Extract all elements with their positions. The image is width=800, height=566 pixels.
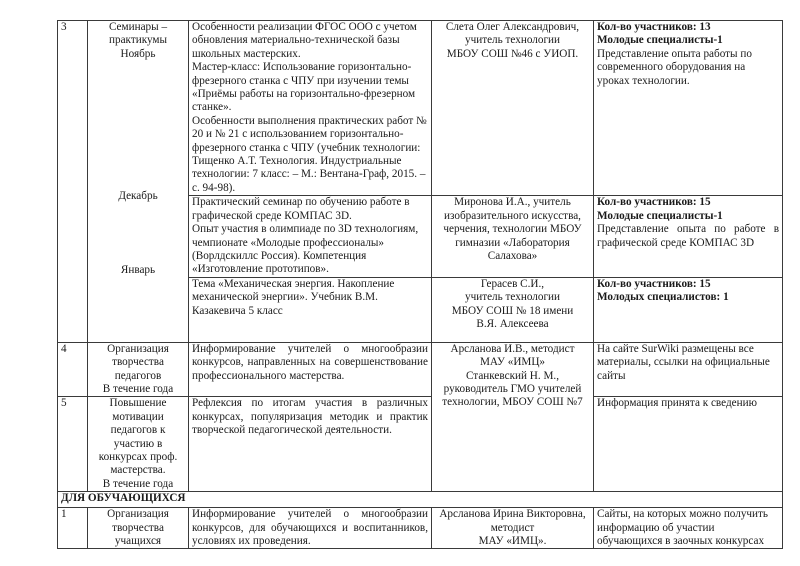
section-header-row: [58, 492, 783, 508]
responsible-line: Миронова И.А., учитель: [454, 196, 571, 209]
event-cell: [88, 342, 189, 397]
responsible-november: [432, 21, 594, 196]
responsible-line: МАУ «ИМЦ»: [479, 356, 546, 369]
participants-count: Кол-во участников: 13: [597, 21, 711, 33]
event-line: мастерства.: [110, 464, 166, 477]
month-november: Ноябрь: [120, 47, 156, 60]
responsible-line: учитель технологии: [464, 291, 561, 304]
content-cell: Информирование учителей о многообразии конкурсов, для обучающихся и воспитанников, условиях их проведения.: [189, 508, 432, 549]
young-specialists-count: Молодые специалисты-1: [597, 34, 723, 47]
month-december: Декабрь: [118, 190, 158, 202]
event-november: [88, 21, 188, 185]
event-line: Организация: [107, 508, 169, 521]
event-line: педагогов к: [110, 424, 166, 437]
table-row-students-1: [58, 508, 783, 549]
event-december: [88, 185, 188, 260]
event-line: творчества: [112, 521, 164, 534]
result-january: [594, 277, 783, 342]
responsible-line: Слета Олег Александрович,: [445, 21, 580, 33]
responsible-line: изобразительного искусства,: [444, 209, 581, 222]
event-line: учащихся: [114, 535, 162, 547]
young-specialists-count: Молодые специалисты-1: [597, 209, 723, 222]
responsible-january: [432, 277, 594, 342]
event-line: конкурсах проф.: [98, 450, 178, 463]
responsible-line: технологии, МБОУ СОШ №7: [442, 396, 583, 409]
responsible-cell-rows-4-5: [432, 342, 594, 491]
event-line: практикумы: [108, 34, 168, 47]
content-december: [189, 196, 432, 277]
event-line: Повышение: [109, 397, 167, 410]
content-paragraph: Особенности реализации ФГОС ООО с учетом обновления материально-технической базы школьных мастерских.: [192, 21, 417, 60]
participants-count: Кол-во участников: 15: [597, 196, 711, 209]
event-line: мотивации: [112, 410, 164, 423]
content-paragraph: Особенности выполнения практических работ № 20 и № 21 с использованием горизонтально-фрезерного станка с ЧПУ (учебник технологии: Тищенко А.Т. Технология. Индустриальные технологии: 7 класс: – М.: Вентана-Граф, 2015. – с. 94-98).: [192, 114, 427, 194]
event-line: педагогов: [114, 369, 162, 382]
responsible-line: МАУ «ИМЦ».: [478, 535, 547, 547]
responsible-december: [432, 196, 594, 277]
responsible-line: Герасев С.И.,: [480, 277, 545, 290]
result-cell: Информация принята к сведению: [594, 397, 783, 492]
responsible-line: гимназии «Лаборатория: [455, 236, 570, 249]
table-row-5: [58, 397, 783, 492]
content-cell: Рефлексия по итогам участия в различных конкурсах, популяризация методик и практик творческой педагогической деятельности.: [189, 397, 432, 492]
event-line: творчества: [112, 356, 164, 369]
responsible-line: руководитель ГМО учителей: [443, 382, 582, 395]
content-paragraph: Мастер-класс: Использование горизонтально-фрезерного станка с ЧПУ при изучении темы «Приёмы работы на горизонтально-фрезерном станке».: [192, 61, 416, 114]
responsible-line: методист: [490, 521, 535, 534]
responsible-line: Арсланова И.В., методист: [450, 342, 575, 355]
event-period: В течение года: [102, 382, 174, 395]
result-november: [594, 21, 783, 196]
event-january: [88, 260, 188, 325]
row-number: 3: [58, 21, 88, 343]
responsible-line: МБОУ СОШ № 18 имени: [451, 304, 574, 317]
event-line: Семинары –: [108, 21, 168, 33]
responsible-line: В.Я. Алексеева: [476, 317, 549, 330]
responsible-line: Станкевский Н. М.,: [465, 369, 560, 382]
content-paragraph: Опыт участия в олимпиаде по 3D технологиям, чемпионате «Молодые профессионалы» (Ворлдскиллс Россия). Компетенция «Изготовление прототипов».: [192, 223, 419, 276]
row-number: 5: [58, 397, 88, 492]
responsible-line: учитель технологии: [464, 34, 561, 47]
responsible-line: Арсланова Ирина Викторовна,: [439, 508, 586, 521]
event-cell: [88, 508, 189, 549]
methodical-work-table: [57, 20, 783, 549]
responsible-cell: [432, 508, 594, 549]
content-january: [189, 277, 432, 342]
responsible-line: черчения, технологии МБОУ: [443, 223, 582, 236]
result-cell: Сайты, на которых можно получить информацию об участии обучающихся в заочных конкурсах: [594, 508, 783, 549]
event-line: участию в: [113, 437, 163, 450]
content-paragraph: Практический семинар по обучению работе в графической среде КОМПАС 3D.: [192, 196, 410, 222]
event-period: В течение года: [102, 477, 174, 490]
event-cell: [88, 21, 189, 343]
table-row-3-november: [58, 21, 783, 196]
result-note: Представление опыта по работе в графической среде КОМПАС 3D: [597, 223, 779, 249]
result-december: [594, 196, 783, 277]
month-january: Январь: [120, 264, 156, 276]
content-november: [189, 21, 432, 196]
responsible-line: МБОУ СОШ №46 с УИОП.: [446, 47, 579, 60]
row-number: 1: [58, 508, 88, 549]
event-line: Организация: [107, 342, 169, 355]
result-cell: На сайте SurWiki размещены все материалы, ссылки на официальные сайты: [594, 342, 783, 397]
young-specialists-count: Молодых специалистов: 1: [597, 291, 729, 304]
table-row-4: [58, 342, 783, 397]
content-cell: Информирование учителей о многообразии конкурсов, направленных на совершенствование профессионального мастерства.: [189, 342, 432, 397]
event-cell: [88, 397, 189, 492]
row-number: 4: [58, 342, 88, 397]
responsible-line: Салахова»: [487, 249, 538, 262]
participants-count: Кол-во участников: 15: [597, 277, 711, 290]
document-page: [57, 20, 782, 549]
section-title-students: ДЛЯ ОБУЧАЮЩИХСЯ: [58, 492, 783, 508]
content-paragraph: Тема «Механическая энергия. Накопление механической энергии». Учебник В.М. Казакевича 5 класс: [192, 277, 395, 317]
result-note: Представление опыта работы по современного оборудования на уроках технологии.: [597, 47, 752, 87]
